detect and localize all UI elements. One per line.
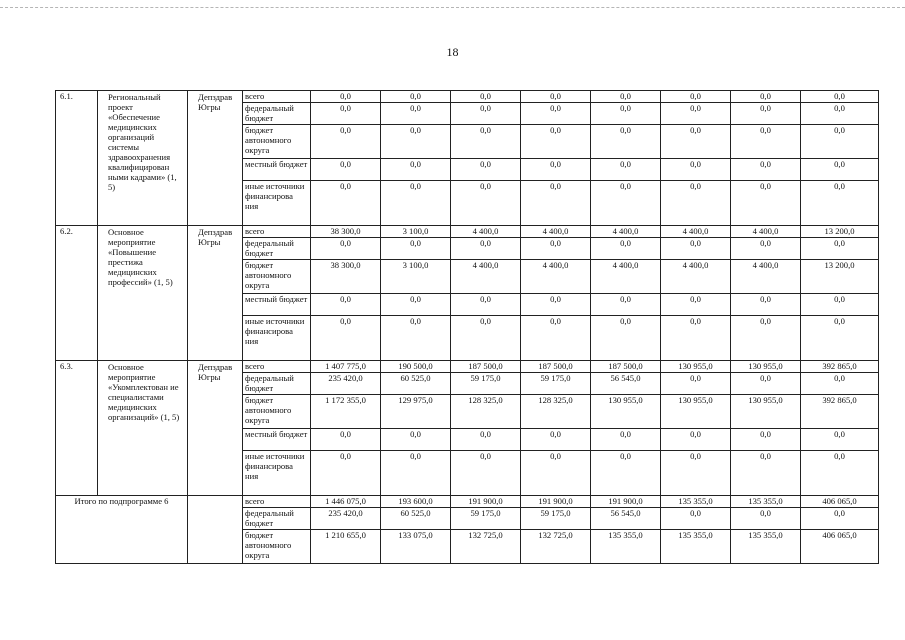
amount-cell: 0,0 xyxy=(661,508,731,530)
amount-cell: 0,0 xyxy=(801,103,879,125)
amount-cell: 135 355,0 xyxy=(661,530,731,564)
page-number: 18 xyxy=(446,45,459,59)
amount-cell: 235 420,0 xyxy=(311,508,381,530)
amount-cell: 38 300,0 xyxy=(311,260,381,294)
amount-cell: 0,0 xyxy=(591,316,661,361)
amount-cell: 59 175,0 xyxy=(451,373,521,395)
amount-cell: 0,0 xyxy=(591,429,661,451)
amount-cell: 135 355,0 xyxy=(731,530,801,564)
section-executor: Депздрав Югры xyxy=(188,361,243,496)
funding-source: местный бюджет xyxy=(243,159,311,181)
amount-cell: 4 400,0 xyxy=(451,260,521,294)
amount-cell: 130 955,0 xyxy=(661,361,731,373)
amount-cell: 0,0 xyxy=(381,316,451,361)
amount-cell: 190 500,0 xyxy=(381,361,451,373)
funding-source: бюджет автономного округа xyxy=(243,125,311,159)
amount-cell: 0,0 xyxy=(591,181,661,226)
amount-cell: 0,0 xyxy=(801,508,879,530)
amount-cell: 0,0 xyxy=(381,103,451,125)
amount-cell: 4 400,0 xyxy=(521,226,591,238)
amount-cell: 59 175,0 xyxy=(451,508,521,530)
amount-cell: 4 400,0 xyxy=(661,226,731,238)
section-index: 6.1. xyxy=(56,91,98,226)
amount-cell: 0,0 xyxy=(451,451,521,496)
amount-cell: 0,0 xyxy=(731,316,801,361)
funding-source: иные источники финансирова ния xyxy=(243,316,311,361)
amount-cell: 0,0 xyxy=(591,238,661,260)
amount-cell: 0,0 xyxy=(521,294,591,316)
amount-cell: 0,0 xyxy=(591,125,661,159)
amount-cell: 59 175,0 xyxy=(521,373,591,395)
total-executor xyxy=(188,496,243,564)
amount-cell: 0,0 xyxy=(801,91,879,103)
funding-source: федеральный бюджет xyxy=(243,103,311,125)
funding-source: бюджет автономного округа xyxy=(243,395,311,429)
amount-cell: 0,0 xyxy=(661,373,731,395)
amount-cell: 0,0 xyxy=(311,125,381,159)
amount-cell: 132 725,0 xyxy=(451,530,521,564)
amount-cell: 0,0 xyxy=(451,429,521,451)
amount-cell: 0,0 xyxy=(311,294,381,316)
funding-source: всего xyxy=(243,226,311,238)
amount-cell: 0,0 xyxy=(801,294,879,316)
amount-cell: 1 172 355,0 xyxy=(311,395,381,429)
amount-cell: 406 065,0 xyxy=(801,496,879,508)
funding-source: местный бюджет xyxy=(243,294,311,316)
amount-cell: 0,0 xyxy=(801,429,879,451)
amount-cell: 59 175,0 xyxy=(521,508,591,530)
amount-cell: 130 955,0 xyxy=(591,395,661,429)
amount-cell: 406 065,0 xyxy=(801,530,879,564)
amount-cell: 0,0 xyxy=(311,316,381,361)
funding-source: иные источники финансирова ния xyxy=(243,181,311,226)
amount-cell: 56 545,0 xyxy=(591,373,661,395)
amount-cell: 0,0 xyxy=(311,238,381,260)
funding-source: федеральный бюджет xyxy=(243,238,311,260)
amount-cell: 0,0 xyxy=(661,429,731,451)
amount-cell: 0,0 xyxy=(661,451,731,496)
amount-cell: 1 210 655,0 xyxy=(311,530,381,564)
amount-cell: 4 400,0 xyxy=(731,226,801,238)
amount-cell: 133 075,0 xyxy=(381,530,451,564)
amount-cell: 392 865,0 xyxy=(801,395,879,429)
amount-cell: 4 400,0 xyxy=(521,260,591,294)
amount-cell: 0,0 xyxy=(521,429,591,451)
amount-cell: 0,0 xyxy=(661,294,731,316)
amount-cell: 0,0 xyxy=(381,451,451,496)
amount-cell: 3 100,0 xyxy=(381,260,451,294)
amount-cell: 0,0 xyxy=(521,103,591,125)
section-index: 6.3. xyxy=(56,361,98,496)
funding-source: бюджет автономного округа xyxy=(243,530,311,564)
amount-cell: 0,0 xyxy=(381,159,451,181)
amount-cell: 0,0 xyxy=(731,125,801,159)
funding-source: всего xyxy=(243,361,311,373)
amount-cell: 0,0 xyxy=(661,238,731,260)
amount-cell: 60 525,0 xyxy=(381,373,451,395)
amount-cell: 0,0 xyxy=(521,238,591,260)
section-executor: Депздрав Югры xyxy=(188,226,243,361)
amount-cell: 130 955,0 xyxy=(731,395,801,429)
amount-cell: 0,0 xyxy=(731,451,801,496)
amount-cell: 0,0 xyxy=(311,91,381,103)
funding-source: всего xyxy=(243,91,311,103)
amount-cell: 1 407 775,0 xyxy=(311,361,381,373)
amount-cell: 4 400,0 xyxy=(591,260,661,294)
amount-cell: 0,0 xyxy=(801,125,879,159)
amount-cell: 0,0 xyxy=(801,316,879,361)
amount-cell: 13 200,0 xyxy=(801,226,879,238)
amount-cell: 0,0 xyxy=(661,91,731,103)
amount-cell: 0,0 xyxy=(311,451,381,496)
table-row xyxy=(56,226,879,238)
amount-cell: 0,0 xyxy=(731,103,801,125)
amount-cell: 0,0 xyxy=(381,429,451,451)
amount-cell: 0,0 xyxy=(311,103,381,125)
amount-cell: 60 525,0 xyxy=(381,508,451,530)
amount-cell: 56 545,0 xyxy=(591,508,661,530)
amount-cell: 130 955,0 xyxy=(661,395,731,429)
amount-cell: 0,0 xyxy=(661,159,731,181)
amount-cell: 0,0 xyxy=(591,103,661,125)
amount-cell: 132 725,0 xyxy=(521,530,591,564)
section-name: Основное мероприятие «Повышение престижа медицинских профессий» (1, 5) xyxy=(98,226,188,361)
amount-cell: 129 975,0 xyxy=(381,395,451,429)
amount-cell: 0,0 xyxy=(451,159,521,181)
table-row xyxy=(56,361,879,373)
amount-cell: 0,0 xyxy=(661,316,731,361)
amount-cell: 128 325,0 xyxy=(521,395,591,429)
amount-cell: 0,0 xyxy=(731,159,801,181)
amount-cell: 0,0 xyxy=(731,429,801,451)
amount-cell: 4 400,0 xyxy=(731,260,801,294)
amount-cell: 0,0 xyxy=(801,451,879,496)
amount-cell: 0,0 xyxy=(591,159,661,181)
amount-cell: 0,0 xyxy=(521,91,591,103)
amount-cell: 187 500,0 xyxy=(591,361,661,373)
amount-cell: 0,0 xyxy=(381,125,451,159)
amount-cell: 0,0 xyxy=(591,91,661,103)
amount-cell: 38 300,0 xyxy=(311,226,381,238)
amount-cell: 0,0 xyxy=(591,294,661,316)
amount-cell: 0,0 xyxy=(451,181,521,226)
amount-cell: 4 400,0 xyxy=(591,226,661,238)
amount-cell: 13 200,0 xyxy=(801,260,879,294)
amount-cell: 0,0 xyxy=(311,429,381,451)
amount-cell: 0,0 xyxy=(451,294,521,316)
amount-cell: 187 500,0 xyxy=(521,361,591,373)
section-name: Региональный проект «Обеспечение медицинских организаций системы здравоохранения квалифицирован ными кадрами» (1, 5) xyxy=(98,91,188,226)
amount-cell: 128 325,0 xyxy=(451,395,521,429)
amount-cell: 0,0 xyxy=(661,125,731,159)
financing-table xyxy=(55,90,879,564)
table-row xyxy=(56,91,879,103)
amount-cell: 0,0 xyxy=(591,451,661,496)
amount-cell: 392 865,0 xyxy=(801,361,879,373)
amount-cell: 0,0 xyxy=(451,238,521,260)
amount-cell: 0,0 xyxy=(731,508,801,530)
amount-cell: 135 355,0 xyxy=(731,496,801,508)
section-index: 6.2. xyxy=(56,226,98,361)
amount-cell: 0,0 xyxy=(801,181,879,226)
funding-source: иные источники финансирова ния xyxy=(243,451,311,496)
amount-cell: 0,0 xyxy=(731,238,801,260)
amount-cell: 187 500,0 xyxy=(451,361,521,373)
section-name: Основное мероприятие «Укомплектован ие специалистами медицинских организаций» (1, 5) xyxy=(98,361,188,496)
amount-cell: 0,0 xyxy=(451,316,521,361)
amount-cell: 130 955,0 xyxy=(731,361,801,373)
amount-cell: 191 900,0 xyxy=(451,496,521,508)
section-executor: Депздрав Югры xyxy=(188,91,243,226)
amount-cell: 0,0 xyxy=(381,238,451,260)
amount-cell: 0,0 xyxy=(311,181,381,226)
amount-cell: 191 900,0 xyxy=(521,496,591,508)
amount-cell: 0,0 xyxy=(521,159,591,181)
amount-cell: 0,0 xyxy=(731,91,801,103)
amount-cell: 1 446 075,0 xyxy=(311,496,381,508)
amount-cell: 0,0 xyxy=(801,373,879,395)
amount-cell: 135 355,0 xyxy=(661,496,731,508)
table-row xyxy=(56,496,879,508)
funding-source: федеральный бюджет xyxy=(243,373,311,395)
amount-cell: 193 600,0 xyxy=(381,496,451,508)
amount-cell: 0,0 xyxy=(311,159,381,181)
amount-cell: 0,0 xyxy=(731,373,801,395)
amount-cell: 135 355,0 xyxy=(591,530,661,564)
amount-cell: 0,0 xyxy=(381,181,451,226)
funding-source: федеральный бюджет xyxy=(243,508,311,530)
amount-cell: 0,0 xyxy=(451,103,521,125)
funding-source: бюджет автономного округа xyxy=(243,260,311,294)
amount-cell: 4 400,0 xyxy=(661,260,731,294)
amount-cell: 0,0 xyxy=(661,103,731,125)
scan-edge-line xyxy=(0,7,905,8)
amount-cell: 0,0 xyxy=(451,125,521,159)
amount-cell: 0,0 xyxy=(381,294,451,316)
amount-cell: 0,0 xyxy=(521,125,591,159)
amount-cell: 0,0 xyxy=(731,294,801,316)
amount-cell: 0,0 xyxy=(521,181,591,226)
amount-cell: 191 900,0 xyxy=(591,496,661,508)
funding-source: всего xyxy=(243,496,311,508)
amount-cell: 0,0 xyxy=(521,316,591,361)
amount-cell: 4 400,0 xyxy=(451,226,521,238)
amount-cell: 0,0 xyxy=(801,159,879,181)
amount-cell: 3 100,0 xyxy=(381,226,451,238)
amount-cell: 0,0 xyxy=(661,181,731,226)
amount-cell: 0,0 xyxy=(521,451,591,496)
amount-cell: 0,0 xyxy=(731,181,801,226)
amount-cell: 0,0 xyxy=(801,238,879,260)
amount-cell: 0,0 xyxy=(381,91,451,103)
amount-cell: 0,0 xyxy=(451,91,521,103)
amount-cell: 235 420,0 xyxy=(311,373,381,395)
total-label: Итого по подпрограмме 6 xyxy=(56,496,188,564)
funding-source: местный бюджет xyxy=(243,429,311,451)
